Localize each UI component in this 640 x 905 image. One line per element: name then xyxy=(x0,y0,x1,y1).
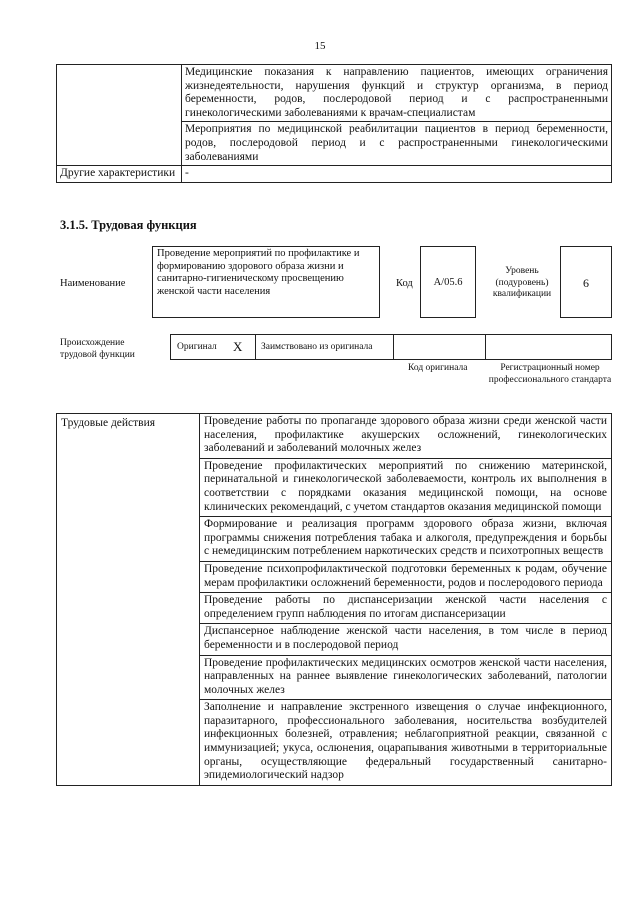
labor-action-item: Проведение профилактических мероприятий по снижению материнской, перинатальной и гинекологической заболеваемости, контроль их выполнения в соответствии с порядками оказания медицинской помощи, на основе клинических рекомендаций, с учетом стандартов оказания медицинской помощи xyxy=(200,458,612,516)
level-box xyxy=(560,246,612,318)
original-label: Оригинал xyxy=(177,342,217,352)
labor-action-item: Проведение профилактических медицинских осмотров женской части населения, направленных на раннее выявление гинекологических заболеваний, патологии молочных желез xyxy=(200,655,612,700)
section-title: 3.1.5. Трудовая функция xyxy=(60,218,197,232)
labor-action-item: Формирование и реализация программ здорового образа жизни, включая программы снижения потребления табака и алкоголя, предупреждения и борьбы с немедицинским потреблением наркотических средств и психотропных веществ xyxy=(200,517,612,562)
code-label: Код xyxy=(396,278,413,289)
other-characteristics-label: Другие характеристики xyxy=(57,166,182,183)
labor-actions-table xyxy=(56,413,612,786)
table-row xyxy=(57,414,612,459)
origin-box xyxy=(170,334,612,360)
function-name-value: Проведение мероприятий по профилактике и формированию здорового образа жизни и санитарно-гигиеническому просвещению женской части населения xyxy=(157,248,360,297)
table-cell: Медицинские показания к направлению пациентов, имеющих ограничения жизнедеятельности, нарушения функций и структур организма, в период беременности, родов, послеродовой период и с распространенными гинекологическими заболеваниями к врачам-специалистам xyxy=(182,65,612,122)
empty-label-cell xyxy=(57,65,182,122)
labor-actions-label: Трудовые действия xyxy=(57,414,200,786)
borrowed-label: Заимствовано из оригинала xyxy=(261,342,373,352)
page-number: 15 xyxy=(314,40,326,52)
registration-number-caption: Регистрационный номер профессионального стандарта xyxy=(488,363,612,385)
name-label: Наименование xyxy=(60,278,126,289)
level-label: Уровень (подуровень) квалификации xyxy=(492,266,552,299)
divider xyxy=(393,335,394,359)
labor-action-item: Диспансерное наблюдение женской части населения, в том числе в период беременности и в послеродовой период xyxy=(200,624,612,655)
original-mark: X xyxy=(233,339,243,354)
empty-label-cell xyxy=(57,122,182,166)
code-value: А/05.6 xyxy=(433,277,463,288)
table-cell: Мероприятия по медицинской реабилитации пациентов в период беременности, родов, послеродовой период и с распространенными гинекологическими заболеваниями xyxy=(182,122,612,166)
original-code-caption: Код оригинала xyxy=(408,363,468,373)
labor-action-item: Заполнение и направление экстренного извещения о случае инфекционного, паразитарного, профессионального заболевания, носительства возбудителей инфекционных болезней, отравления; неблагоприятной реакции, связанной с иммунизацией; укуса, ослюнения, оцарапывания животными в территориальные органы, осуществляющие федеральный государственный санитарно-эпидемиологический надзор xyxy=(200,700,612,786)
labor-action-item: Проведение психопрофилактической подготовки беременных к родам, обучение мерам профилактики осложнений беременности, родов и послеродового периода xyxy=(200,561,612,592)
origin-label: Происхождение трудовой функции xyxy=(60,338,135,360)
divider xyxy=(255,335,256,359)
other-characteristics-value: - xyxy=(182,166,612,183)
labor-action-item: Проведение работы по пропаганде здорового образа жизни среди женской части населения, профилактике акушерских осложнений, гинекологических заболеваний и заболеваний молочных желез xyxy=(200,414,612,459)
labor-action-item: Проведение работы по диспансеризации женской части населения с определением групп наблюдения по итогам диспансеризации xyxy=(200,593,612,624)
divider xyxy=(485,335,486,359)
function-name-box xyxy=(152,246,380,318)
table-row xyxy=(57,65,612,122)
code-box xyxy=(420,246,476,318)
table-row xyxy=(57,166,612,183)
table-row xyxy=(57,122,612,166)
level-value: 6 xyxy=(583,276,589,290)
top-characteristics-table xyxy=(56,64,612,183)
